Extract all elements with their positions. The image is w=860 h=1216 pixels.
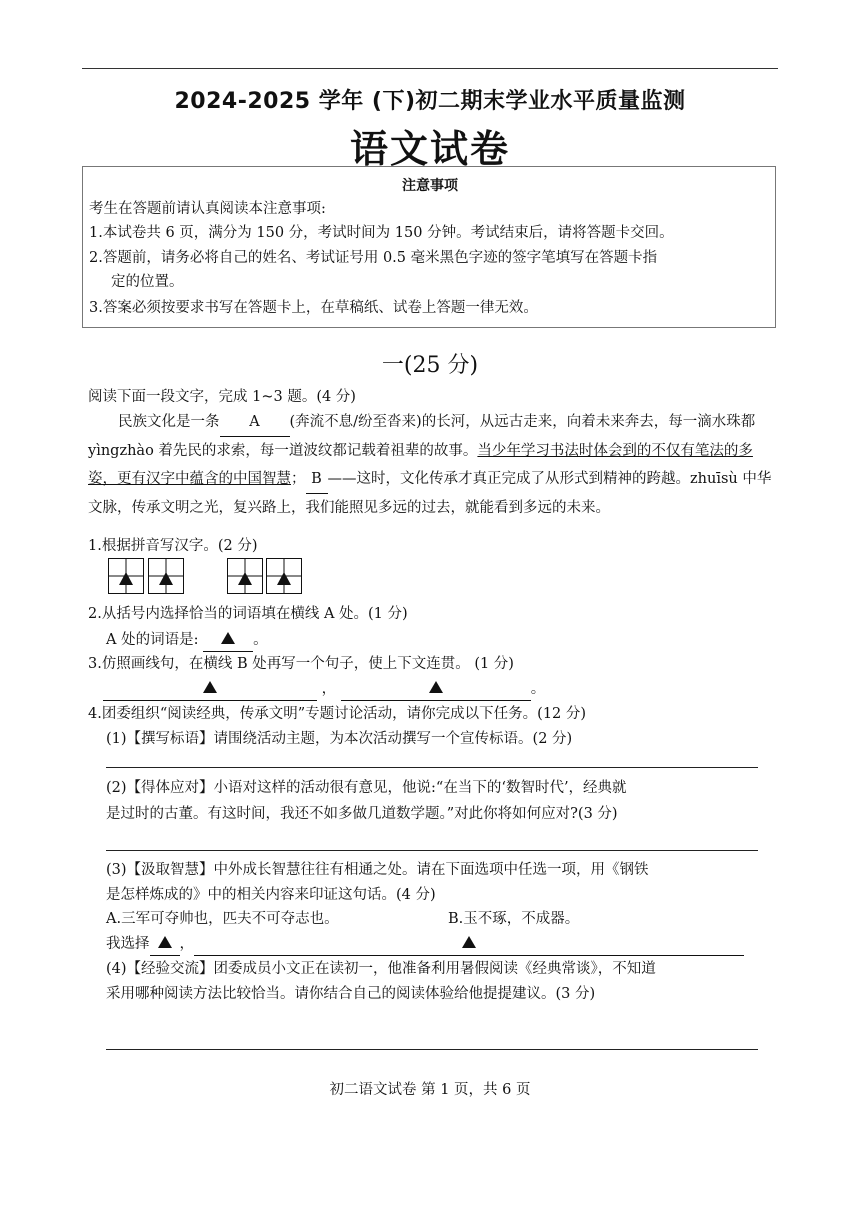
passage-text-3: ； [291, 471, 306, 487]
answer-grid-2 [148, 558, 184, 594]
question-4-2-line1: (2)【得体应对】小语对这样的活动很有意见，他说:“在当下的‘数智时代’，经典就 [106, 780, 627, 796]
choose-reason-blank[interactable] [194, 933, 744, 956]
passage-text-1: 民族文化是一条 [118, 414, 220, 430]
question-2-answer-suffix: 。 [253, 632, 268, 648]
question-2: 2.从括号内选择恰当的词语填在横线 A 处。(1 分) [88, 606, 408, 622]
top-rule [82, 68, 778, 69]
triangle-icon [462, 936, 476, 948]
answer-grid-3 [227, 558, 263, 594]
question-1: 1.根据拼音写汉字。(2 分) [88, 538, 258, 554]
blank-a: A [220, 408, 290, 437]
choose-label: 我选择 [106, 936, 150, 952]
page-footer: 初二语文试卷 第 1 页，共 6 页 [329, 1082, 531, 1098]
triangle-icon [429, 681, 443, 693]
choose-blank[interactable] [150, 933, 180, 956]
answer-line-4-4[interactable] [106, 1049, 758, 1050]
choose-line [106, 933, 744, 956]
answer-line-4-1[interactable] [106, 767, 758, 768]
question-3-end: 。 [530, 681, 546, 697]
question-4-1: (1)【撰写标语】请围绕活动主题，为本次活动撰写一个宣传标语。(2 分) [106, 731, 573, 747]
question-2-answer-prefix: A 处的词语是: [106, 632, 199, 648]
triangle-icon [221, 632, 235, 644]
question-4-3-line2: 是怎样炼成的》中的相关内容来印证这句话。(4 分) [106, 887, 436, 903]
answer-grid-4 [266, 558, 302, 594]
question-3-comma: ， [321, 681, 337, 697]
passage-text-2: (奔流不息/纷至沓来)的长河，从远古走来，向着未来奔去，每一滴水珠都 yìngzhào 着先民的求索，每一道波纹都记载着祖辈的故事。 [88, 414, 756, 459]
triangle-icon [203, 681, 217, 693]
notice-box [82, 166, 776, 328]
option-a: A.三军可夺帅也，匹夫不可夺志也。 [106, 911, 339, 927]
notice-item-2-cont: 定的位置。 [111, 274, 184, 290]
underlined-sentence: 当少年学习书法时体会到的不仅有笔法的多姿，更有汉字中蕴含的中国智慧 [88, 443, 753, 487]
reading-instruction: 阅读下面一段文字，完成 1~3 题。(4 分) [88, 389, 356, 405]
notice-intro: 考生在答题前请认真阅读本注意事项: [89, 201, 326, 217]
notice-item-1: 1.本试卷共 6 页，满分为 150 分，考试时间为 150 分钟。考试结束后，请将答题卡交回。 [89, 225, 674, 241]
answer-grid-4-triangle-icon [267, 559, 301, 593]
notice-item-2: 2.答题前，请务必将自己的姓名、考试证号用 0.5 毫米黑色字迹的签字笔填写在答题卡指 [89, 250, 658, 266]
answer-grid-1 [108, 558, 144, 594]
question-4: 4.团委组织“阅读经典，传承文明”专题讨论活动，请你完成以下任务。(12 分) [88, 706, 587, 722]
answer-grid-3-triangle-icon [228, 559, 262, 593]
answer-blank-b-1[interactable] [103, 678, 317, 701]
question-3: 3.仿照画线句，在横线 B 处再写一个句子，使上下文连贯。 (1 分) [88, 656, 514, 672]
triangle-icon [158, 936, 172, 948]
question-3-answer [103, 678, 545, 701]
question-4-4-line1: (4)【经验交流】团委成员小文正在读初一，他准备利用暑假阅读《经典常谈》，不知道 [106, 961, 656, 977]
question-4-3-line1: (3)【汲取智慧】中外成长智慧往往有相通之处。请在下面选项中任选一项，用《钢铁 [106, 862, 649, 878]
question-4-4-line2: 采用哪种阅读方法比较恰当。请你结合自己的阅读体验给他提提建议。(3 分) [106, 986, 596, 1002]
answer-grid-1-triangle-icon [109, 559, 143, 593]
reading-passage [88, 408, 778, 522]
exam-year-title: 2024-2025 学年 (下)初二期末学业水平质量监测 [174, 89, 686, 114]
answer-grid-2-triangle-icon [149, 559, 183, 593]
question-4-2-line2: 是过时的古董。有这时间，我还不如多做几道数学题。”对此你将如何应对?(3 分) [106, 806, 618, 822]
question-2-answer [106, 629, 268, 652]
passage-text-4: ——这时，文化传承才真正完成了从形式到精神的跨越。zhuīsù 中华文脉，传承文明之光，复兴路上，我们能照见多远的过去，就能看到多远的未来。 [88, 471, 772, 516]
section-title: 一(25 分) [381, 353, 479, 378]
blank-b: B [306, 465, 328, 494]
answer-line-4-2[interactable] [106, 850, 758, 851]
option-b: B.玉不琢，不成器。 [448, 911, 580, 927]
notice-item-3: 3.答案必须按要求书写在答题卡上，在草稿纸、试卷上答题一律无效。 [89, 300, 538, 316]
answer-blank-a[interactable] [203, 629, 253, 652]
answer-blank-b-2[interactable] [341, 678, 531, 701]
notice-title: 注意事项 [402, 178, 458, 194]
choose-comma: ， [179, 936, 194, 952]
exam-title: 语文试卷 [349, 127, 510, 171]
